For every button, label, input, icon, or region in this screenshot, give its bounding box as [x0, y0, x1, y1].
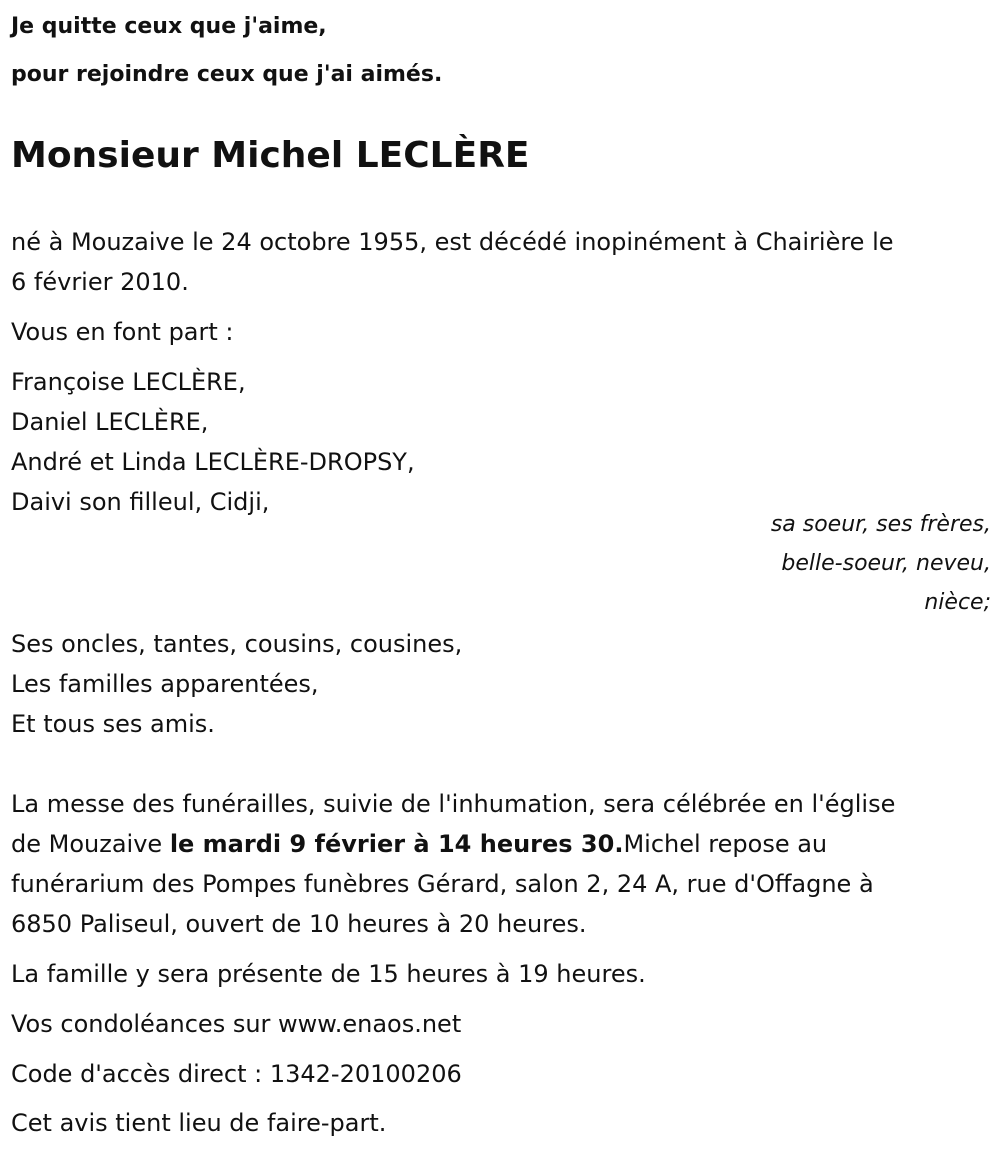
relation-line: nièce;	[924, 590, 991, 615]
announcers-intro-block	[11, 312, 991, 352]
funeral-date-time: le mardi 9 février à 14 heures 30.	[169, 830, 624, 858]
funeral-line-2-post: Michel repose au	[623, 830, 828, 858]
extended-family-line: Les familles apparentées,	[11, 670, 319, 698]
family-member: Françoise LECLÈRE,	[11, 368, 246, 396]
family-presence-block	[11, 954, 991, 994]
extended-family-line: Et tous ses amis.	[11, 710, 215, 738]
access-code-block	[11, 1054, 991, 1094]
family-member: André et Linda LECLÈRE-DROPSY,	[11, 448, 415, 476]
notice: Cet avis tient lieu de faire-part.	[11, 1109, 387, 1137]
family-member: Daivi son filleul, Cidji,	[11, 488, 270, 516]
epigraph-line-2: pour rejoindre ceux que j'ai aimés.	[11, 62, 443, 87]
funeral-line-2-pre: de Mouzaive	[11, 830, 170, 858]
notice-block	[11, 1103, 991, 1143]
epigraph-line-1: Je quitte ceux que j'aime,	[11, 14, 327, 39]
birth-death-line-2: 6 février 2010.	[11, 268, 189, 296]
relation-line: sa soeur, ses frères,	[770, 512, 991, 537]
announcers-intro: Vous en font part :	[11, 318, 234, 346]
funeral-paragraph	[11, 784, 991, 944]
birth-death-line-1: né à Mouzaive le 24 octobre 1955, est décédé inopinément à Chairière le	[11, 228, 894, 256]
funeral-line-4: 6850 Paliseul, ouvert de 10 heures à 20 heures.	[11, 910, 587, 938]
condolences: Vos condoléances sur www.enaos.net	[11, 1010, 462, 1038]
extended-family-line: Ses oncles, tantes, cousins, cousines,	[11, 630, 463, 658]
deceased-name: Monsieur Michel LECLÈRE	[11, 135, 530, 176]
family-presence: La famille y sera présente de 15 heures à 19 heures.	[11, 960, 646, 988]
relation-line: belle-soeur, neveu,	[781, 551, 991, 576]
extended-family-list	[11, 624, 991, 744]
relations-list	[771, 505, 991, 622]
funeral-line-1: La messe des funérailles, suivie de l'inhumation, sera célébrée en l'église	[11, 790, 896, 818]
epigraph	[11, 3, 442, 99]
family-members-list	[11, 362, 991, 522]
funeral-line-2	[11, 824, 991, 864]
birth-death-paragraph	[11, 222, 991, 302]
family-member: Daniel LECLÈRE,	[11, 408, 209, 436]
funeral-line-3: funérarium des Pompes funèbres Gérard, salon 2, 24 A, rue d'Offagne à	[11, 870, 874, 898]
condolences-block	[11, 1004, 991, 1044]
access-code: Code d'accès direct : 1342-20100206	[11, 1060, 462, 1088]
